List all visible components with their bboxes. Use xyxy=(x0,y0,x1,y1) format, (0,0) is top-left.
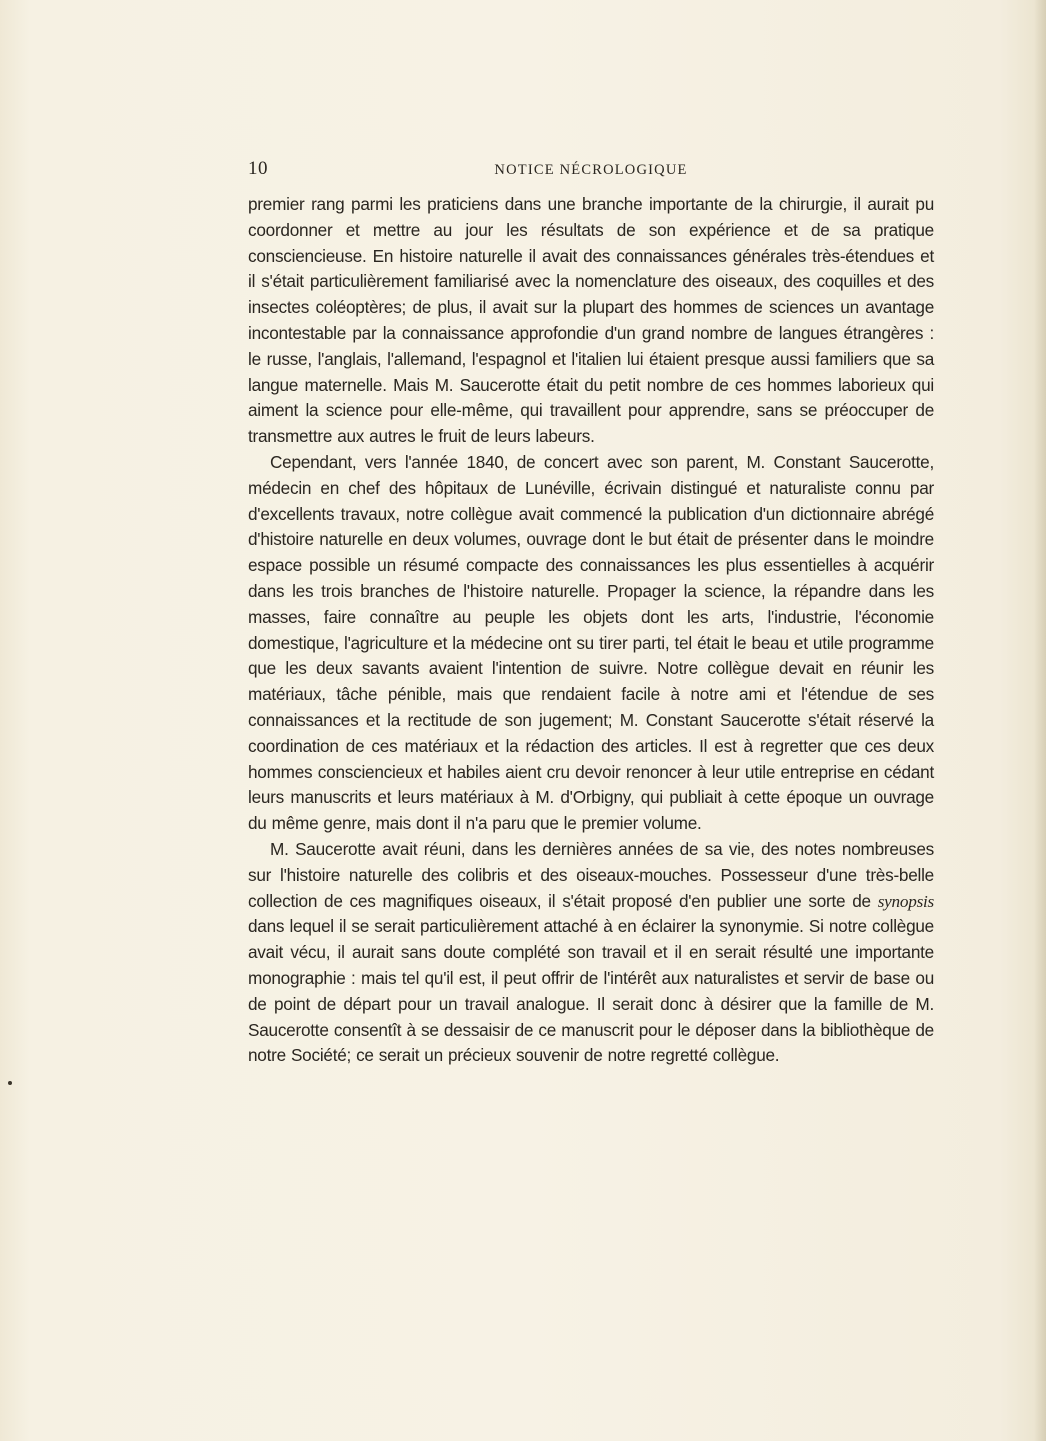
ink-speck xyxy=(8,1081,12,1085)
paragraph-1-text: premier rang parmi les praticiens dans une branche importante de la chirurgie, il aurait pu coordonner et mettre au jour les résultats de son expérience et de sa pratique consciencieuse. En histoire naturelle il avait des connaissances générales très-étendues et il s'était particulièrement familiarisé avec la nomenclature des oiseaux, des coquilles et des insectes coléoptères; de plus, il avait sur la plupart des hommes de sciences un avantage incontestable par la connaissance approfondie d'un grand nombre de langues étrangères : le russe, l'anglais, l'allemand, l'espagnol et l'italien lui étaient presque aussi familiers que sa langue maternelle. Mais M. Saucerotte était du petit nombre de ces hommes laborieux qui aiment la science pour elle-même, qui travaillent pour apprendre, sans se préoccuper de transmettre aux autres le fruit de leurs labeurs. xyxy=(248,194,934,447)
paragraph-3-text-end: dans lequel il se serait particulièrement attaché à en éclairer la synonymie. Si notre collègue avait vécu, il aurait sans doute complété son travail et il en serait résulté une importante monographie : mais tel qu'il est, il peut offrir de l'intérêt aux naturalistes et servir de base ou de point de départ pour un travail analogue. Il serait donc à désirer que la famille de M. Saucerotte consentît à se dessaisir de ce manuscrit pour le déposer dans la bibliothèque de notre Société; ce serait un précieux souvenir de notre regretté collègue. xyxy=(248,916,934,1066)
paragraph-2 xyxy=(248,450,934,837)
paragraph-3-text-start: M. Saucerotte avait réuni, dans les dernières années de sa vie, des notes nombreuses sur l'histoire naturelle des colibris et des oiseaux-mouches. Possesseur d'une très-belle collection de ces magnifiques oiseaux, il s'était proposé d'en publier une sorte de xyxy=(248,838,934,911)
running-title: NOTICE NÉCROLOGIQUE xyxy=(494,162,688,178)
page-edge-shadow xyxy=(1034,0,1046,1441)
paragraph-1 xyxy=(248,192,934,450)
page-header xyxy=(248,158,934,184)
paragraph-3 xyxy=(248,837,934,1069)
page-number: 10 xyxy=(248,158,268,179)
paragraph-2-text: Cependant, vers l'année 1840, de concert avec son parent, M. Constant Saucerotte, médecin en chef des hôpitaux de Lunéville, écrivain distingué et naturaliste connu par d'excellents travaux, notre collègue avait commencé la publication d'un dictionnaire abrégé d'histoire naturelle en deux volumes, ouvrage dont le but était de présenter dans le moindre espace possible un résumé compacte des connaissances les plus essentielles à acquérir dans les trois branches de l'histoire naturelle. Propager la science, la répandre dans les masses, faire connaître au peuple les objets dont les arts, l'industrie, l'économie domestique, l'agriculture et la médecine ont su tirer parti, tel était le beau et utile programme que les deux savants avaient l'intention de suivre. Notre collègue devait en réunir les matériaux, tâche pénible, mais que rendaient facile à notre ami et l'étendue de ses connaissances et la rectitude de son jugement; M. Constant Saucerotte s'était réservé la coordination de ces matériaux et la rédaction des articles. Il est à regretter que ces deux hommes consciencieux et habiles aient cru devoir renoncer à leur utile entreprise en cédant leurs manuscrits et leurs matériaux à M. d'Orbigny, qui publiait à cette époque un ouvrage du même genre, mais dont il n'a paru que le premier volume. xyxy=(248,451,934,834)
body-text xyxy=(248,192,934,1069)
paragraph-3-italic-term: synopsis xyxy=(877,891,934,911)
